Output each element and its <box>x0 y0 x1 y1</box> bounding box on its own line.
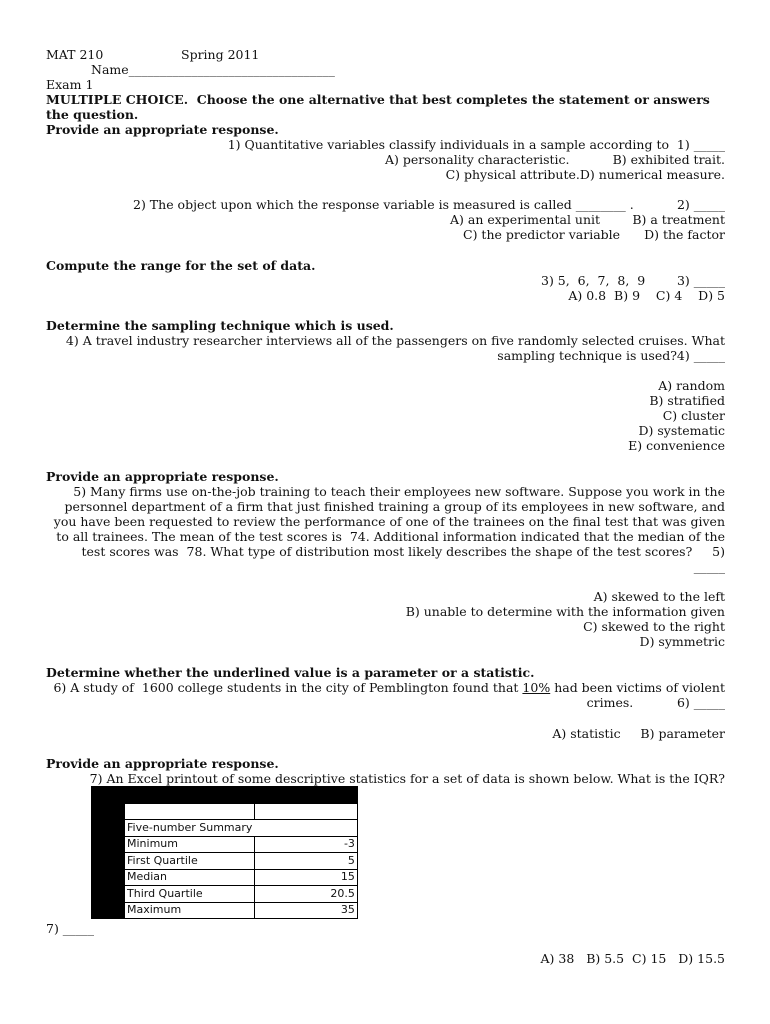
table-row <box>92 853 358 870</box>
question-4-option-d: D) systematic <box>638 423 725 438</box>
five-number-summary-table <box>91 786 358 919</box>
table-value: 35 <box>254 902 357 919</box>
question-6-options: A) statistic B) parameter <box>552 726 725 741</box>
table-row <box>92 869 358 886</box>
question-2-option-c: C) the predictor variable <box>463 227 621 242</box>
section-heading: Provide an appropriate response. <box>46 122 279 137</box>
table-label: First Quartile <box>125 853 255 870</box>
table-value: 15 <box>254 869 357 886</box>
question-2-stem: 2) The object upon which the response variable is measured is called ________ . <box>133 197 634 212</box>
table-value: -3 <box>254 836 357 853</box>
underlined-value: 10% <box>522 680 551 695</box>
question-5-option-c: C) skewed to the right <box>583 619 725 634</box>
question-2-option-b: B) a treatment <box>632 212 725 227</box>
question-6-line1-post: had been victims of violent <box>550 680 725 695</box>
table-value: 20.5 <box>254 886 357 903</box>
question-4-line1: 4) A travel industry researcher interviews all of the passengers on five randomly selected cruises. What <box>65 333 725 348</box>
question-2-option-a: A) an experimental unit <box>450 212 601 227</box>
table-label: Minimum <box>125 836 255 853</box>
question-5-line5: test scores was 78. What type of distribution most likely describes the shape of the test scores? 5) <box>81 544 725 559</box>
question-3-options: A) 0.8 B) 9 C) 4 D) 5 <box>568 288 725 303</box>
question-7-options: A) 38 B) 5.5 C) 15 D) 15.5 <box>540 951 725 966</box>
table-row <box>92 836 358 853</box>
question-6-line1-pre: 6) A study of 1600 college students in the city of Pemblington found that <box>53 680 523 695</box>
table-label: Maximum <box>125 902 255 919</box>
mc-instructions-line2: the question. <box>46 107 139 122</box>
question-5-option-a: A) skewed to the left <box>593 589 725 604</box>
term: Spring 2011 <box>181 47 260 62</box>
question-4-option-a: A) random <box>658 378 725 393</box>
question-5-option-d: D) symmetric <box>639 634 725 649</box>
table-row <box>92 820 358 837</box>
table-row <box>92 902 358 919</box>
question-4-option-c: C) cluster <box>662 408 725 423</box>
question-1-option-cd: C) physical attribute.D) numerical measure. <box>445 167 725 182</box>
question-5-line1: 5) Many firms use on-the-job training to teach their employees new software. Suppose you work in the <box>73 484 725 499</box>
question-3-blank: 3) _____ <box>676 273 725 288</box>
question-4-option-e: E) convenience <box>628 438 725 453</box>
question-5-line3: you have been requested to review the performance of one of the trainees on the final test that was given <box>53 514 725 529</box>
question-5-line2: personnel department of a firm that just finished training a group of its employees in new software, and <box>64 499 725 514</box>
question-2-option-d: D) the factor <box>644 227 725 242</box>
course-code: MAT 210 <box>46 47 104 62</box>
table-row <box>92 886 358 903</box>
question-7-blank: 7) _____ <box>46 921 95 936</box>
table-label: Median <box>125 869 255 886</box>
question-5-option-b: B) unable to determine with the information given <box>405 604 725 619</box>
question-1-option-b: B) exhibited trait. <box>612 152 725 167</box>
name-line: Name_________________________________ <box>91 62 335 77</box>
question-3-data: 3) 5, 6, 7, 8, 9 <box>541 273 646 288</box>
question-1-stem: 1) Quantitative variables classify individuals in a sample according to 1) _____ <box>227 137 725 152</box>
question-4-option-b: B) stratified <box>649 393 725 408</box>
section-heading-sampling: Determine the sampling technique which is used. <box>46 318 394 333</box>
table-value: 5 <box>254 853 357 870</box>
section-heading-response-3: Provide an appropriate response. <box>46 756 279 771</box>
question-1-option-a: A) personality characteristic. <box>385 152 570 167</box>
question-5-blank: _____ <box>693 559 725 574</box>
question-7-stem: 7) An Excel printout of some descriptive statistics for a set of data is shown below. What is the IQR? <box>89 771 725 786</box>
question-2-blank: 2) _____ <box>676 197 725 212</box>
table-header-row <box>92 787 358 804</box>
question-4-line2: sampling technique is used?4) _____ <box>497 348 725 363</box>
question-6-line2: crimes. 6) _____ <box>586 695 725 710</box>
mc-instructions-line1: MULTIPLE CHOICE. Choose the one alternative that best completes the statement or answers <box>46 92 710 107</box>
section-heading-response-2: Provide an appropriate response. <box>46 469 279 484</box>
exam-title: Exam 1 <box>46 77 94 92</box>
table-title: Five-number Summary <box>125 820 255 837</box>
question-5-line4: to all trainees. The mean of the test scores is 74. Additional information indicated that the median of the <box>56 529 725 544</box>
table-row <box>92 803 358 820</box>
section-heading-parameter: Determine whether the underlined value is a parameter or a statistic. <box>46 665 535 680</box>
section-heading-range: Compute the range for the set of data. <box>46 258 316 273</box>
question-6-line1 <box>53 680 725 695</box>
table-label: Third Quartile <box>125 886 255 903</box>
